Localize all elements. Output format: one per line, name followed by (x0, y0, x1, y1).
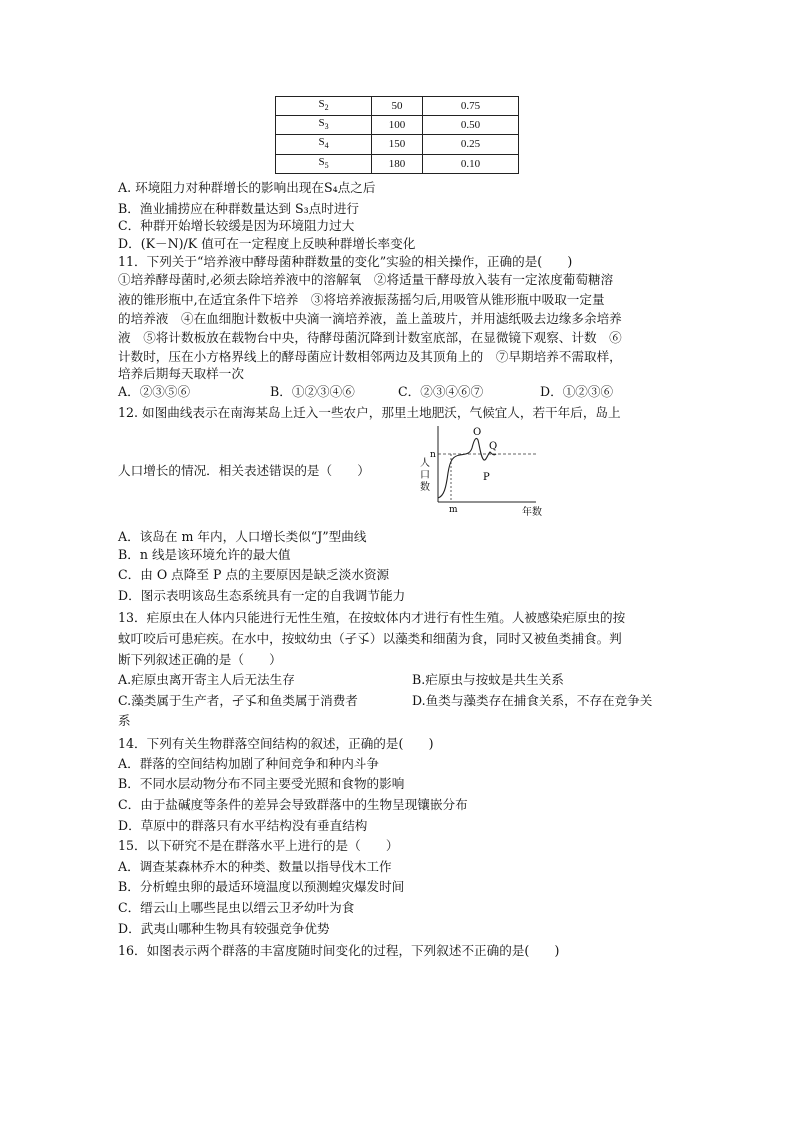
o-label: O (473, 427, 482, 438)
q15-option-c: C．缙云山上哪些昆虫以缙云卫矛幼叶为食 (118, 900, 355, 915)
q-label: Q (489, 441, 498, 452)
table-cell: 0.50 (423, 116, 519, 135)
p-label: P (483, 472, 490, 483)
q13-stem-line: 蚊叮咬后可患疟疾。在水中，按蚊幼虫（孑孓）以藻类和细菌为食，同时又被鱼类捕食。判 (118, 631, 622, 646)
population-growth-graph (418, 418, 558, 518)
q11-stem: 11．下列关于“培养液中酵母菌种群数量的变化”实验的相关操作，正确的是( ) (118, 254, 573, 269)
table-cell: 0.25 (423, 135, 519, 154)
q14-option-b: B．不同水层动物分布不同主要受光照和食物的影响 (118, 776, 405, 791)
m-label: m (449, 505, 458, 515)
ylabel: 数 (420, 482, 430, 493)
q15-option-b: B．分析蝗虫卵的最适环境温度以预测蝗灾爆发时间 (118, 879, 405, 894)
q11-option-c: C．②③④⑥⑦ (398, 384, 484, 399)
table-cell: $S_5$ (276, 154, 372, 173)
q12-stem-line1: 12. 如图曲线表示在南海某岛上迁入一些农户，那里土地肥沃，气候宜人，若干年后，岛上 (118, 405, 621, 420)
table-row (276, 97, 519, 116)
q13-stem-line: 断下列叙述正确的是（ ） (118, 652, 282, 667)
q12-stem-line2: 人口增长的情况．相关表述错误的是（ ） (118, 463, 370, 478)
q14-option-c: C．由于盐碱度等条件的差异会导致群落中的生物呈现镶嵌分布 (118, 797, 468, 812)
data-table (275, 96, 519, 174)
q13-option-b: B.疟原虫与按蚊是共生关系 (412, 672, 564, 687)
q12-option-a: A．该岛在 m 年内，人口增长类似“J”型曲线 (118, 529, 367, 544)
q11-body-line: ①培养酵母菌时,必须去除培养液中的溶解氧 ②将适量干酵母放入装有一定浓度葡萄糖溶 (118, 272, 614, 287)
table-cell: 150 (372, 135, 423, 154)
q13-option-c: C.藻类属于生产者，孑孓和鱼类属于消费者 (118, 693, 358, 708)
table-row (276, 135, 519, 154)
q13-option-d-cont: 系 (118, 713, 131, 728)
q14-stem: 14．下列有关生物群落空间结构的叙述，正确的是( ) (118, 736, 434, 751)
table-cell: 100 (372, 116, 423, 135)
ylabel: 人 (420, 458, 430, 469)
table-cell: $S_4$ (276, 135, 372, 154)
q10-option-d: D．(K－N)/K 值可在一定程度上反映种群增长率变化 (118, 236, 416, 251)
q15-option-a: A．调查某森林乔木的种类、数量以指导伐木工作 (118, 859, 392, 874)
q15-option-d: D．武夷山哪种生物具有较强竞争优势 (118, 921, 330, 936)
table-cell: 50 (372, 97, 423, 116)
q12-option-d: D．图示表明该岛生态系统具有一定的自我调节能力 (118, 588, 406, 603)
ylabel: 口 (420, 470, 430, 481)
q16-stem: 16．如图表示两个群落的丰富度随时间变化的过程，下列叙述不正确的是( ) (118, 943, 560, 958)
q11-body-line: 计数时，压在小方格界线上的酵母菌应计数相邻两边及其顶角上的 ⑦早期培养不需取样， (118, 349, 622, 364)
table-row (276, 154, 519, 173)
q10-option-c: C．种群开始增长较缓是因为环境阻力过大 (118, 218, 355, 233)
table-cell: $S_3$ (276, 116, 372, 135)
q12-option-c: C．由 O 点降至 P 点的主要原因是缺乏淡水资源 (118, 567, 390, 582)
q13-stem-line: 13．疟原虫在人体内只能进行无性生殖，在按蚊体内才进行有性生殖。人被感染疟原虫的按 (118, 610, 626, 625)
q12-option-b: B．n 线是该环境允许的最大值 (118, 547, 291, 562)
table-row (276, 116, 519, 135)
table-cell: 0.10 (423, 154, 519, 173)
n-label: n (430, 450, 436, 460)
table-cell: 180 (372, 154, 423, 173)
q13-option-a: A.疟原虫离开寄主人后无法生存 (118, 672, 295, 687)
q11-body-line: 培养后期每天取样一次 (118, 366, 244, 381)
q10-option-a: A. 环境阻力对种群增长的影响出现在S₄点之后 (118, 180, 376, 195)
q11-option-b: B．①②③④⑥ (270, 384, 355, 399)
q11-body-line: 液 ⑤将计数板放在载物台中央，待酵母菌沉降到计数室底部，在显微镜下观察、计数 ⑥ (118, 330, 622, 345)
q11-body-line: 液的锥形瓶中,在适宜条件下培养 ③将培养液振荡摇匀后,用吸管从锥形瓶中吸取一定量 (118, 292, 605, 307)
q14-option-d: D．草原中的群落只有水平结构没有垂直结构 (118, 818, 368, 833)
q15-stem: 15．以下研究不是在群落水平上进行的是（ ） (118, 838, 399, 853)
q14-option-a: A．群落的空间结构加剧了种间竞争和种内斗争 (118, 756, 379, 771)
q13-option-d: D.鱼类与藻类存在捕食关系，不存在竞争关 (412, 693, 653, 708)
xlabel: 年数 (522, 507, 542, 518)
table-cell: 0.75 (423, 97, 519, 116)
table-cell: $S_2$ (276, 97, 372, 116)
q10-option-b: B．渔业捕捞应在种群数量达到 S₃点时进行 (118, 201, 360, 216)
q11-option-d: D．①②③⑥ (540, 384, 614, 399)
q11-body-line: 的培养液 ④在血细胞计数板中央滴一滴培养液，盖上盖玻片，并用滤纸吸去边缘多余培养 (118, 311, 622, 326)
q11-option-a: A．②③⑤⑥ (118, 384, 191, 399)
